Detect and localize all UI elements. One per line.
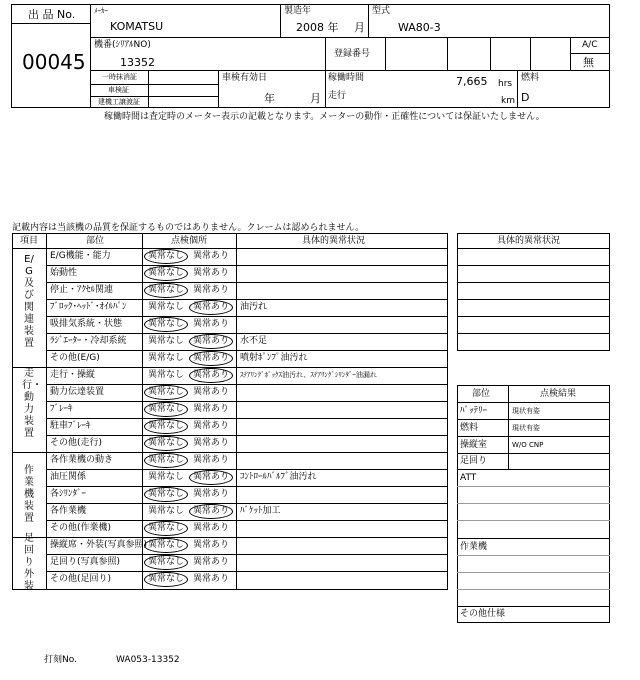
row-part: 吸排気系統・状態 xyxy=(50,319,123,329)
selection-circle xyxy=(189,470,233,485)
selection-circle xyxy=(144,249,188,264)
row-part: その他(足回り) xyxy=(50,574,112,584)
divider xyxy=(457,402,610,403)
status-ok: 異常なし xyxy=(148,268,185,278)
selection-circle xyxy=(189,368,233,383)
lot-number: 00045 xyxy=(22,50,86,74)
divider xyxy=(218,70,219,108)
selection-circle xyxy=(144,572,188,587)
status-ng: 異常あり xyxy=(193,251,230,261)
row-divider xyxy=(46,299,448,300)
other-spec-label: その他仕様 xyxy=(460,609,506,619)
disclaimer: 記載内容は当該機の品質を保証するものではありません。クレームは認められません。 xyxy=(12,223,365,233)
status-ok: 異常なし xyxy=(148,472,185,482)
status-ok: 異常なし xyxy=(148,540,185,550)
divider xyxy=(457,282,610,283)
row-part: ﾌﾞﾛｯｸ･ﾍｯﾄﾞ･ｵｲﾙﾊﾟﾝ xyxy=(50,302,127,312)
status-ok: 異常なし xyxy=(148,523,185,533)
row-part: その他(E/G) xyxy=(50,353,100,363)
hours-unit: hrs xyxy=(498,79,513,89)
divider xyxy=(368,4,369,37)
result-row-part: 足回り xyxy=(460,456,488,466)
year-month-label: 月 xyxy=(354,21,365,34)
row-part: 駐車ﾌﾞﾚｰｷ xyxy=(50,421,91,431)
row-divider xyxy=(46,282,448,283)
inspection-month: 月 xyxy=(310,92,321,105)
selection-circle xyxy=(144,266,188,281)
work-label: 作業機 xyxy=(460,542,488,552)
row-divider xyxy=(46,469,448,470)
status-ng: 異常あり xyxy=(193,302,230,312)
model-value: WA80-3 xyxy=(398,21,441,34)
row-divider xyxy=(46,435,448,436)
row-part: 始動性 xyxy=(50,268,78,278)
serial-value: 13352 xyxy=(120,56,155,69)
results-result-header: 点検結果 xyxy=(540,389,577,399)
selection-circle xyxy=(144,538,188,553)
inspection-label: 車検有効日 xyxy=(222,73,268,83)
divider xyxy=(457,486,610,487)
divider xyxy=(12,248,448,249)
divider xyxy=(457,555,610,556)
fuel-label: 燃料 xyxy=(521,73,540,83)
status-ng: 異常あり xyxy=(193,455,230,465)
row-divider xyxy=(46,503,448,504)
year-value: 2008 年 xyxy=(296,21,339,34)
selection-circle xyxy=(144,402,188,417)
divider xyxy=(490,37,491,70)
divider xyxy=(457,248,610,249)
row-detail: 水不足 xyxy=(240,336,268,346)
result-row-part: ATT xyxy=(460,473,477,483)
status-ng: 異常あり xyxy=(193,506,230,516)
row-divider xyxy=(46,520,448,521)
status-ng: 異常あり xyxy=(193,540,230,550)
row-part: その他(作業機) xyxy=(50,523,112,533)
result-row-value: 現状有姿 xyxy=(512,424,540,432)
row-divider xyxy=(46,265,448,266)
header-check: 点検個所 xyxy=(171,236,208,246)
selection-circle xyxy=(189,504,233,519)
selection-circle xyxy=(189,300,233,315)
divider xyxy=(280,4,281,37)
cert-temp-cancel: 一時抹消証 xyxy=(102,73,137,81)
lot-label: 出 品 No. xyxy=(28,8,76,21)
row-detail: 油汚れ xyxy=(240,302,268,312)
row-divider xyxy=(46,554,448,555)
stamp-value: WA053-13352 xyxy=(116,655,180,665)
row-divider xyxy=(46,401,448,402)
status-ng: 異常あり xyxy=(193,421,230,431)
hours-note: 稼働時間は査定時のメーター表示の記載となります。メーターの動作・正確性については保証いたしません。 xyxy=(104,112,545,122)
status-ng: 異常あり xyxy=(193,557,230,567)
status-ok: 異常なし xyxy=(148,438,185,448)
status-ng: 異常あり xyxy=(193,438,230,448)
divider xyxy=(325,37,326,70)
inspection-year: 年 xyxy=(264,92,275,105)
model-label: 型式 xyxy=(372,6,391,16)
divider xyxy=(457,606,610,607)
row-part: 油圧関係 xyxy=(50,472,87,482)
divider xyxy=(457,503,610,504)
selection-circle xyxy=(144,419,188,434)
row-part: その他(走行) xyxy=(50,438,103,448)
divider xyxy=(90,96,218,97)
status-ok: 異常なし xyxy=(148,557,185,567)
row-divider xyxy=(46,486,448,487)
divider xyxy=(457,469,610,470)
row-detail: ｽﾃｱﾘﾝｸﾞﾎﾞｯｸｽ油汚れ、ｽﾃｱﾘﾝｸﾞｼﾘﾝﾀﾞｰ油漏れ xyxy=(240,371,377,379)
status-ok: 異常なし xyxy=(148,285,185,295)
divider xyxy=(570,53,610,54)
divider xyxy=(148,70,149,108)
cert-transfer: 建機工譲渡証 xyxy=(98,98,140,106)
status-ok: 異常なし xyxy=(148,455,185,465)
row-part: ﾗｼﾞｴｰﾀｰ・冷却系統 xyxy=(50,336,127,346)
divider xyxy=(457,436,610,437)
section-divider xyxy=(12,452,448,453)
section-divider xyxy=(12,367,448,368)
distance-label: 走行 xyxy=(328,91,347,101)
distance-unit: km xyxy=(501,96,515,106)
row-detail: ﾊﾞｹｯﾄ加工 xyxy=(240,506,281,516)
status-ok: 異常なし xyxy=(148,489,185,499)
divider xyxy=(457,572,610,573)
status-ng: 異常あり xyxy=(193,353,230,363)
row-divider xyxy=(46,384,448,385)
divider xyxy=(457,419,610,420)
status-ok: 異常なし xyxy=(148,506,185,516)
selection-circle xyxy=(144,555,188,570)
status-ok: 異常なし xyxy=(148,302,185,312)
header-part: 部位 xyxy=(86,236,105,246)
row-detail: ｺﾝﾄﾛｰﾙﾊﾞﾙﾌﾞ油汚れ xyxy=(240,472,317,482)
result-row-value: 現状有姿 xyxy=(512,407,540,415)
status-ng: 異常あり xyxy=(193,285,230,295)
row-part: ﾌﾞﾚｰｷ xyxy=(50,404,73,414)
divider xyxy=(530,37,531,70)
status-ok: 異常なし xyxy=(148,319,185,329)
result-row-part: 操縦室 xyxy=(460,440,488,450)
row-divider xyxy=(46,350,448,351)
status-ok: 異常なし xyxy=(148,421,185,431)
divider xyxy=(90,37,610,38)
selection-circle xyxy=(144,453,188,468)
row-divider xyxy=(46,333,448,334)
divider xyxy=(90,70,610,71)
divider xyxy=(457,589,610,590)
year-label: 製造年 xyxy=(284,6,312,16)
divider xyxy=(457,453,610,454)
cert-inspection: 車検証 xyxy=(108,86,129,94)
header-item: 項目 xyxy=(20,236,39,246)
hours-label: 稼働時間 xyxy=(328,73,365,83)
selection-circle xyxy=(144,521,188,536)
hours-value: 7,665 xyxy=(456,75,488,88)
row-divider xyxy=(46,418,448,419)
selection-circle xyxy=(144,436,188,451)
reg-label: 登録番号 xyxy=(334,49,371,59)
section-label: E/G及び関連装置 xyxy=(24,253,34,349)
status-ng: 異常あり xyxy=(193,370,230,380)
status-ok: 異常なし xyxy=(148,251,185,261)
maker-value: KOMATSU xyxy=(110,20,164,33)
divider xyxy=(457,538,610,539)
result-row-part: ﾊﾞｯﾃﾘｰ xyxy=(460,406,488,416)
header-detail: 具体的異常状況 xyxy=(302,236,366,246)
row-part: E/G機能・能力 xyxy=(50,251,111,261)
selection-circle xyxy=(189,334,233,349)
divider xyxy=(325,70,326,108)
results-part-header: 部位 xyxy=(472,389,491,399)
status-ng: 異常あり xyxy=(193,336,230,346)
status-ok: 異常なし xyxy=(148,404,185,414)
stamp-label: 打刻No. xyxy=(44,655,77,665)
status-ok: 異常なし xyxy=(148,353,185,363)
divider xyxy=(457,520,610,521)
row-divider xyxy=(46,571,448,572)
divider xyxy=(517,70,518,108)
status-ng: 異常あり xyxy=(193,489,230,499)
section-label: 作業機装置 xyxy=(24,464,34,524)
status-ng: 異常あり xyxy=(193,574,230,584)
status-ng: 異常あり xyxy=(193,404,230,414)
selection-circle xyxy=(189,351,233,366)
section-label: 足回り外装 xyxy=(24,532,34,592)
status-ng: 異常あり xyxy=(193,319,230,329)
row-part: 停止・ｱｸｾﾙ関連 xyxy=(50,285,114,295)
row-part: 走行・操縦 xyxy=(50,370,96,380)
status-ng: 異常あり xyxy=(193,268,230,278)
section-label: 走行・動力装置 xyxy=(22,367,42,439)
status-ng: 異常あり xyxy=(193,472,230,482)
status-ng: 異常あり xyxy=(193,387,230,397)
serial-label: 機番(ｼﾘｱﾙNO) xyxy=(94,40,151,50)
results-table xyxy=(457,385,610,623)
selection-circle xyxy=(144,283,188,298)
row-part: 足回り(写真参照) xyxy=(50,557,121,567)
row-detail: 噴射ﾎﾟﾝﾌﾟ油汚れ xyxy=(240,353,308,363)
status-ok: 異常なし xyxy=(148,574,185,584)
result-row-value: W/O CNP xyxy=(512,441,544,449)
divider xyxy=(457,299,610,300)
row-divider xyxy=(46,316,448,317)
status-ok: 異常なし xyxy=(148,370,185,380)
section-divider xyxy=(12,537,448,538)
fuel-value: D xyxy=(521,91,530,104)
row-part: 各作業機の動き xyxy=(50,455,114,465)
row-part: 各作業機 xyxy=(50,506,87,516)
divider xyxy=(508,385,509,469)
divider xyxy=(90,84,218,85)
row-part: 各ｼﾘﾝﾀﾞｰ xyxy=(50,489,87,499)
right-detail-header: 具体的異常状況 xyxy=(497,236,561,246)
status-ng: 異常あり xyxy=(193,523,230,533)
divider xyxy=(447,37,448,70)
divider xyxy=(90,4,91,108)
status-ok: 異常なし xyxy=(148,387,185,397)
ac-label: A/C xyxy=(582,40,598,50)
divider xyxy=(385,37,386,70)
maker-label: ﾒｰｶｰ xyxy=(94,7,108,15)
row-part: 操縦席・外装(写真参照) xyxy=(50,540,148,550)
selection-circle xyxy=(144,317,188,332)
divider xyxy=(457,265,610,266)
status-ok: 異常なし xyxy=(148,336,185,346)
selection-circle xyxy=(144,385,188,400)
divider xyxy=(11,23,91,24)
divider xyxy=(457,333,610,334)
row-part: 動力伝達装置 xyxy=(50,387,105,397)
selection-circle xyxy=(144,487,188,502)
divider xyxy=(457,316,610,317)
result-row-part: 燃料 xyxy=(460,423,479,433)
ac-value: 無 xyxy=(583,56,594,69)
